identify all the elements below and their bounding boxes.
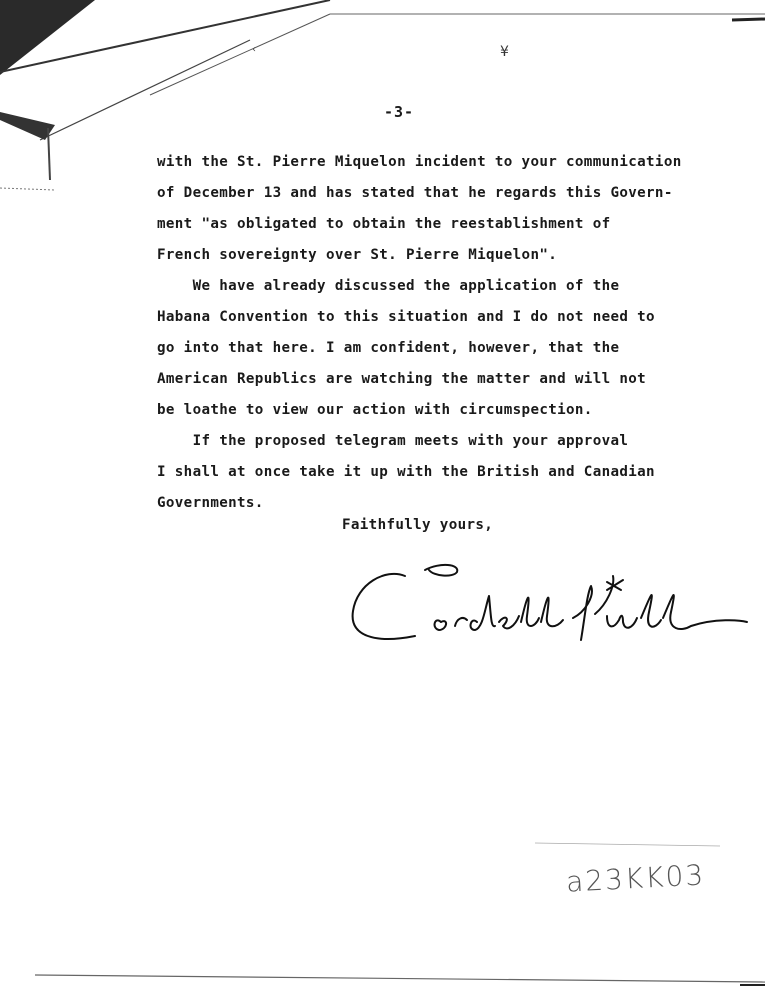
- letter-body: [157, 147, 737, 519]
- page-number: -3-: [384, 103, 415, 121]
- archive-stamp-number: a23KK03: [565, 858, 706, 899]
- letter-line: Habana Convention to this situation and I do not need to: [157, 309, 655, 325]
- letter-line: We have already discussed the application of the: [157, 278, 620, 294]
- folded-corner-shadow: [0, 0, 95, 75]
- letter-line: go into that here. I am confident, however, that the: [157, 340, 620, 356]
- letter-line: ment "as obligated to obtain the reestablishment of: [157, 216, 611, 232]
- closing-salutation: Faithfully yours,: [342, 517, 494, 533]
- letter-line: If the proposed telegram meets with your approval: [157, 433, 629, 449]
- letter-line: of December 13 and has stated that he regards this Govern-: [157, 185, 673, 201]
- letter-line: American Republics are watching the matter and will not: [157, 371, 647, 387]
- letter-line: I shall at once take it up with the British and Canadian: [157, 464, 655, 480]
- svg-text:¥: ¥: [500, 44, 509, 60]
- letter-line: be loathe to view our action with circumspection.: [157, 402, 593, 418]
- letter-line: Governments.: [157, 495, 264, 511]
- letter-line: with the St. Pierre Miquelon incident to your communication: [157, 154, 682, 170]
- letter-line: French sovereignty over St. Pierre Miquelon".: [157, 247, 558, 263]
- signature: [345, 556, 755, 666]
- svg-text:‹: ‹: [252, 44, 256, 55]
